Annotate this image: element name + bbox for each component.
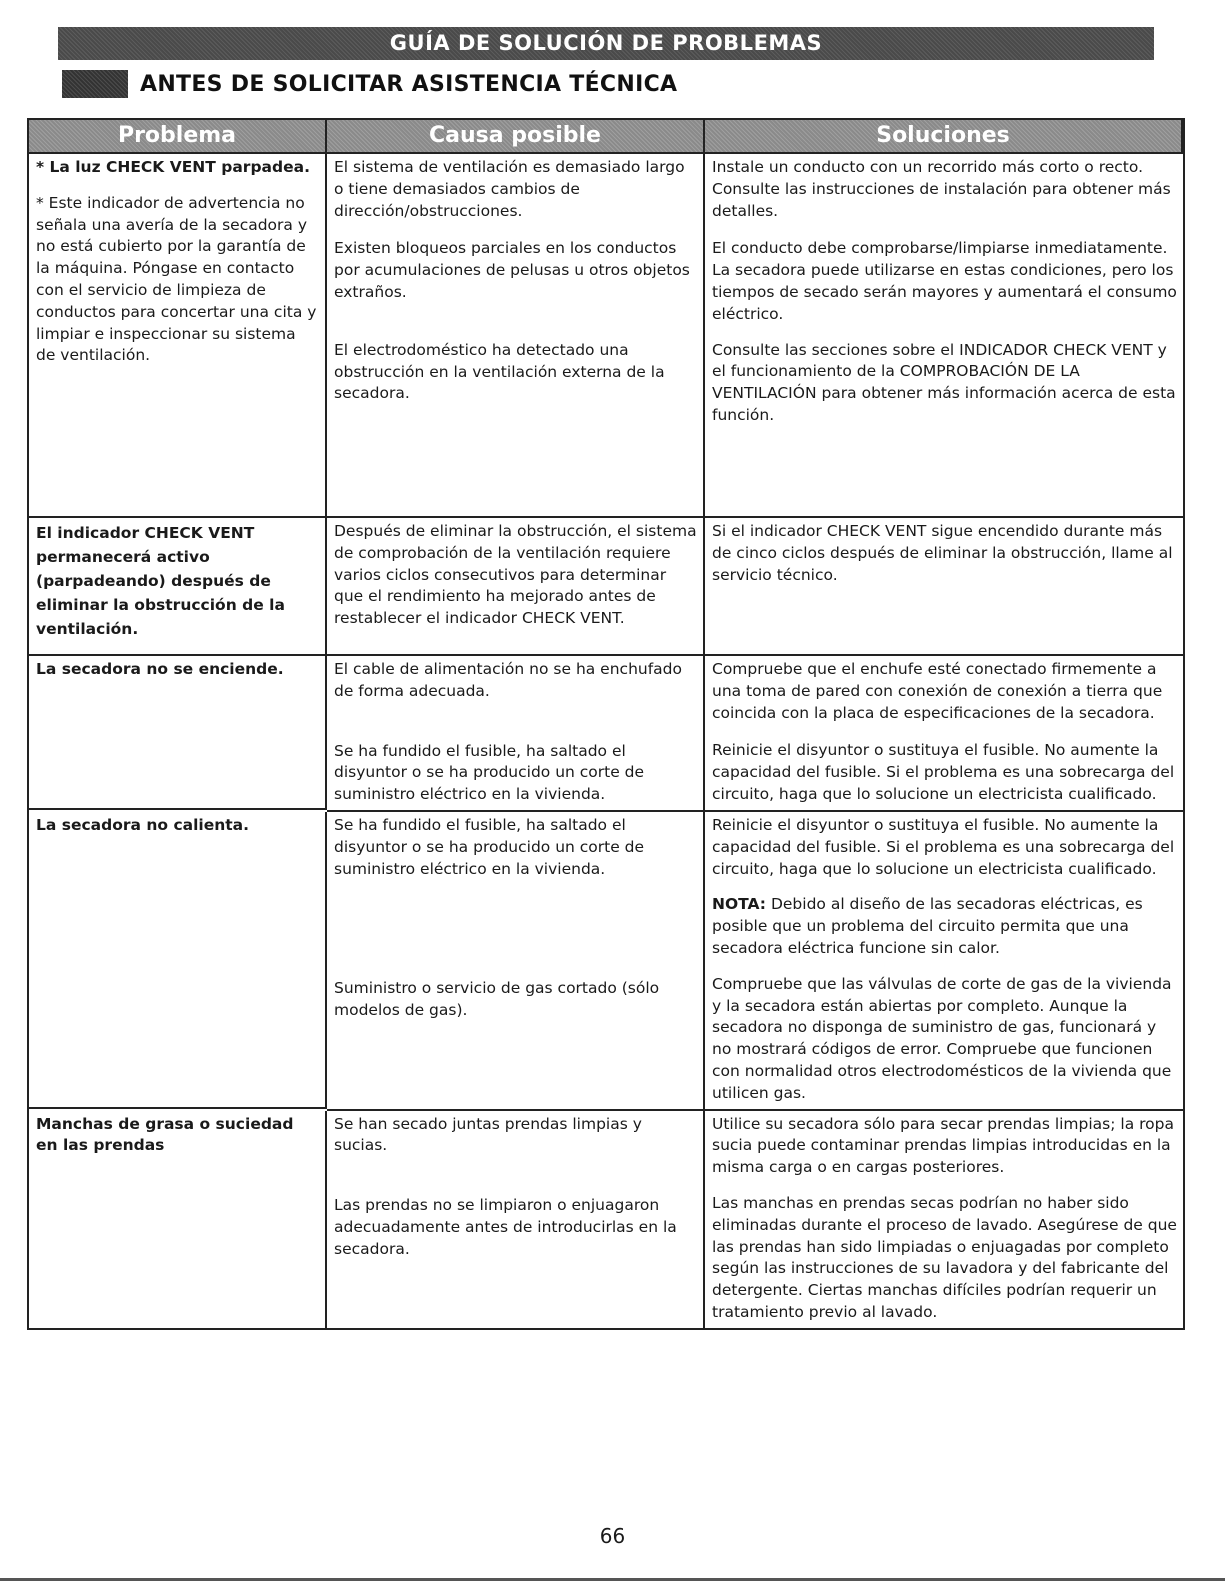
bottom-divider xyxy=(0,1578,1225,1581)
cause-cell xyxy=(327,518,705,656)
problem-cell xyxy=(29,656,327,810)
solution-text: Utilice su secadora sólo para secar prendas limpias; la ropa sucia puede contaminar prendas limpias introducidas en la misma carga o en cargas posteriores. xyxy=(712,1114,1174,1177)
cause-text: Suministro o servicio de gas cortado (sólo modelos de gas). xyxy=(334,979,660,1020)
cause-cell xyxy=(327,1111,705,1328)
solution-text: Instale un conducto con un recorrido más corto o recto. Consulte las instrucciones de instalación para obtener más detalles. xyxy=(712,158,1171,220)
problem-text: La secadora no se enciende. xyxy=(36,660,284,678)
solution-cell xyxy=(705,812,1183,1111)
problem-cell xyxy=(29,1111,327,1328)
section-banner: GUÍA DE SOLUCIÓN DE PROBLEMAS xyxy=(58,27,1154,60)
problem-note: * Este indicador de advertencia no señala una avería de la secadora y no está cubierto por la garantía de la máquina. Póngase en contacto con el servicio de limpieza de conductos para concertar una cita y limpiar e inspeccionar su sistema de ventilación. xyxy=(36,193,317,365)
problem-cell xyxy=(29,154,327,518)
cause-text: Después de eliminar la obstrucción, el sistema de comprobación de la ventilación requiere varios ciclos consecutivos para determinar que el rendimiento ha mejorado antes de restablecer el indicador CHECK VENT. xyxy=(334,522,697,628)
solution-text: El conducto debe comprobarse/limpiarse inmediatamente. La secadora puede utilizarse en estas condiciones, pero los tiempos de secado serán mayores y aumentará el consumo eléctrico. xyxy=(712,239,1177,323)
problem-text: El indicador CHECK VENT permanecerá activo (parpadeando) después de eliminar la obstrucción de la ventilación. xyxy=(36,524,285,638)
cause-text: Se ha fundido el fusible, ha saltado el disyuntor o se ha producido un corte de suministro eléctrico en la vivienda. xyxy=(334,815,645,878)
cause-text: Se ha fundido el fusible, ha saltado el disyuntor o se ha producido un corte de suministro eléctrico en la vivienda. xyxy=(334,741,645,804)
solution-text: Compruebe que las válvulas de corte de gas de la vivienda y la secadora están abiertas por completo. Aunque la secadora no disponga de suministro de gas, funcionará y no mostrará códigos de error. Compruebe que funcionen con normalidad otros electrodomésticos de la vivienda que utilicen gas. xyxy=(712,974,1172,1102)
troubleshooting-table xyxy=(27,118,1185,1330)
cause-text: Existen bloqueos parciales en los conductos por acumulaciones de pelusas u otros objetos extraños. xyxy=(334,239,690,301)
solution-cell xyxy=(705,1111,1183,1328)
problem-text: La secadora no calienta. xyxy=(36,815,250,834)
subheading-marker xyxy=(62,70,128,98)
solution-cell xyxy=(705,656,1183,812)
cause-text: El electrodoméstico ha detectado una obstrucción en la ventilación externa de la secadora. xyxy=(334,340,665,403)
solution-text: Compruebe que el enchufe esté conectado firmemente a una toma de pared con conexión de conexión a tierra que coincida con la placa de especificaciones de la secadora. xyxy=(712,660,1163,722)
note-text: Debido al diseño de las secadoras eléctricas, es posible que un problema del circuito permita que una secadora eléctrica funcione sin calor. xyxy=(712,895,1143,957)
page-number: 66 xyxy=(599,1524,626,1548)
note-paragraph xyxy=(712,894,1177,959)
header-cause: Causa posible xyxy=(327,120,705,154)
cause-cell xyxy=(327,154,705,518)
problem-cell xyxy=(29,518,327,656)
header-solutions: Soluciones xyxy=(705,120,1183,154)
solution-text: Si el indicador CHECK VENT sigue encendido durante más de cinco ciclos después de eliminar la obstrucción, llame al servicio técnico. xyxy=(712,522,1173,584)
problem-cell xyxy=(29,812,327,1109)
subheading-text: ANTES DE SOLICITAR ASISTENCIA TÉCNICA xyxy=(140,71,678,97)
solution-text: Reinicie el disyuntor o sustituya el fusible. No aumente la capacidad del fusible. Si el problema es una sobrecarga del circuito, haga que lo solucione un electricista cualificado. xyxy=(712,815,1175,878)
subheading xyxy=(62,68,677,100)
note-label: NOTA: xyxy=(712,895,767,914)
cause-cell xyxy=(327,812,705,1111)
solution-cell xyxy=(705,154,1183,518)
problem-text: Manchas de grasa o suciedad en las prendas xyxy=(36,1114,294,1155)
solution-text: Las manchas en prendas secas podrían no haber sido eliminadas durante el proceso de lavado. Asegúrese de que las prendas han sido limpiadas o enjuagadas por completo según las instrucciones de su lavadora y del fabricante del detergente. Ciertas manchas difíciles podrían requerir un tratamiento previo al lavado. xyxy=(712,1193,1177,1321)
cause-text: El sistema de ventilación es demasiado largo o tiene demasiados cambios de dirección/obstrucciones. xyxy=(334,158,685,220)
solution-cell xyxy=(705,518,1183,656)
cause-text: Las prendas no se limpiaron o enjuagaron adecuadamente antes de introducirlas en la secadora. xyxy=(334,1196,677,1258)
header-problem: Problema xyxy=(29,120,327,154)
cause-cell xyxy=(327,656,705,812)
cause-text: El cable de alimentación no se ha enchufado de forma adecuada. xyxy=(334,660,682,700)
solution-text: Reinicie el disyuntor o sustituya el fusible. No aumente la capacidad del fusible. Si el problema es una sobrecarga del circuito, haga que lo solucione un electricista cualificado. xyxy=(712,741,1175,803)
cause-text: Se han secado juntas prendas limpias y sucias. xyxy=(334,1114,642,1155)
solution-text: Consulte las secciones sobre el INDICADOR CHECK VENT y el funcionamiento de la COMPROBACIÓN DE LA VENTILACIÓN para obtener más información acerca de esta función. xyxy=(712,340,1176,424)
problem-text: * La luz CHECK VENT parpadea. xyxy=(36,158,310,176)
